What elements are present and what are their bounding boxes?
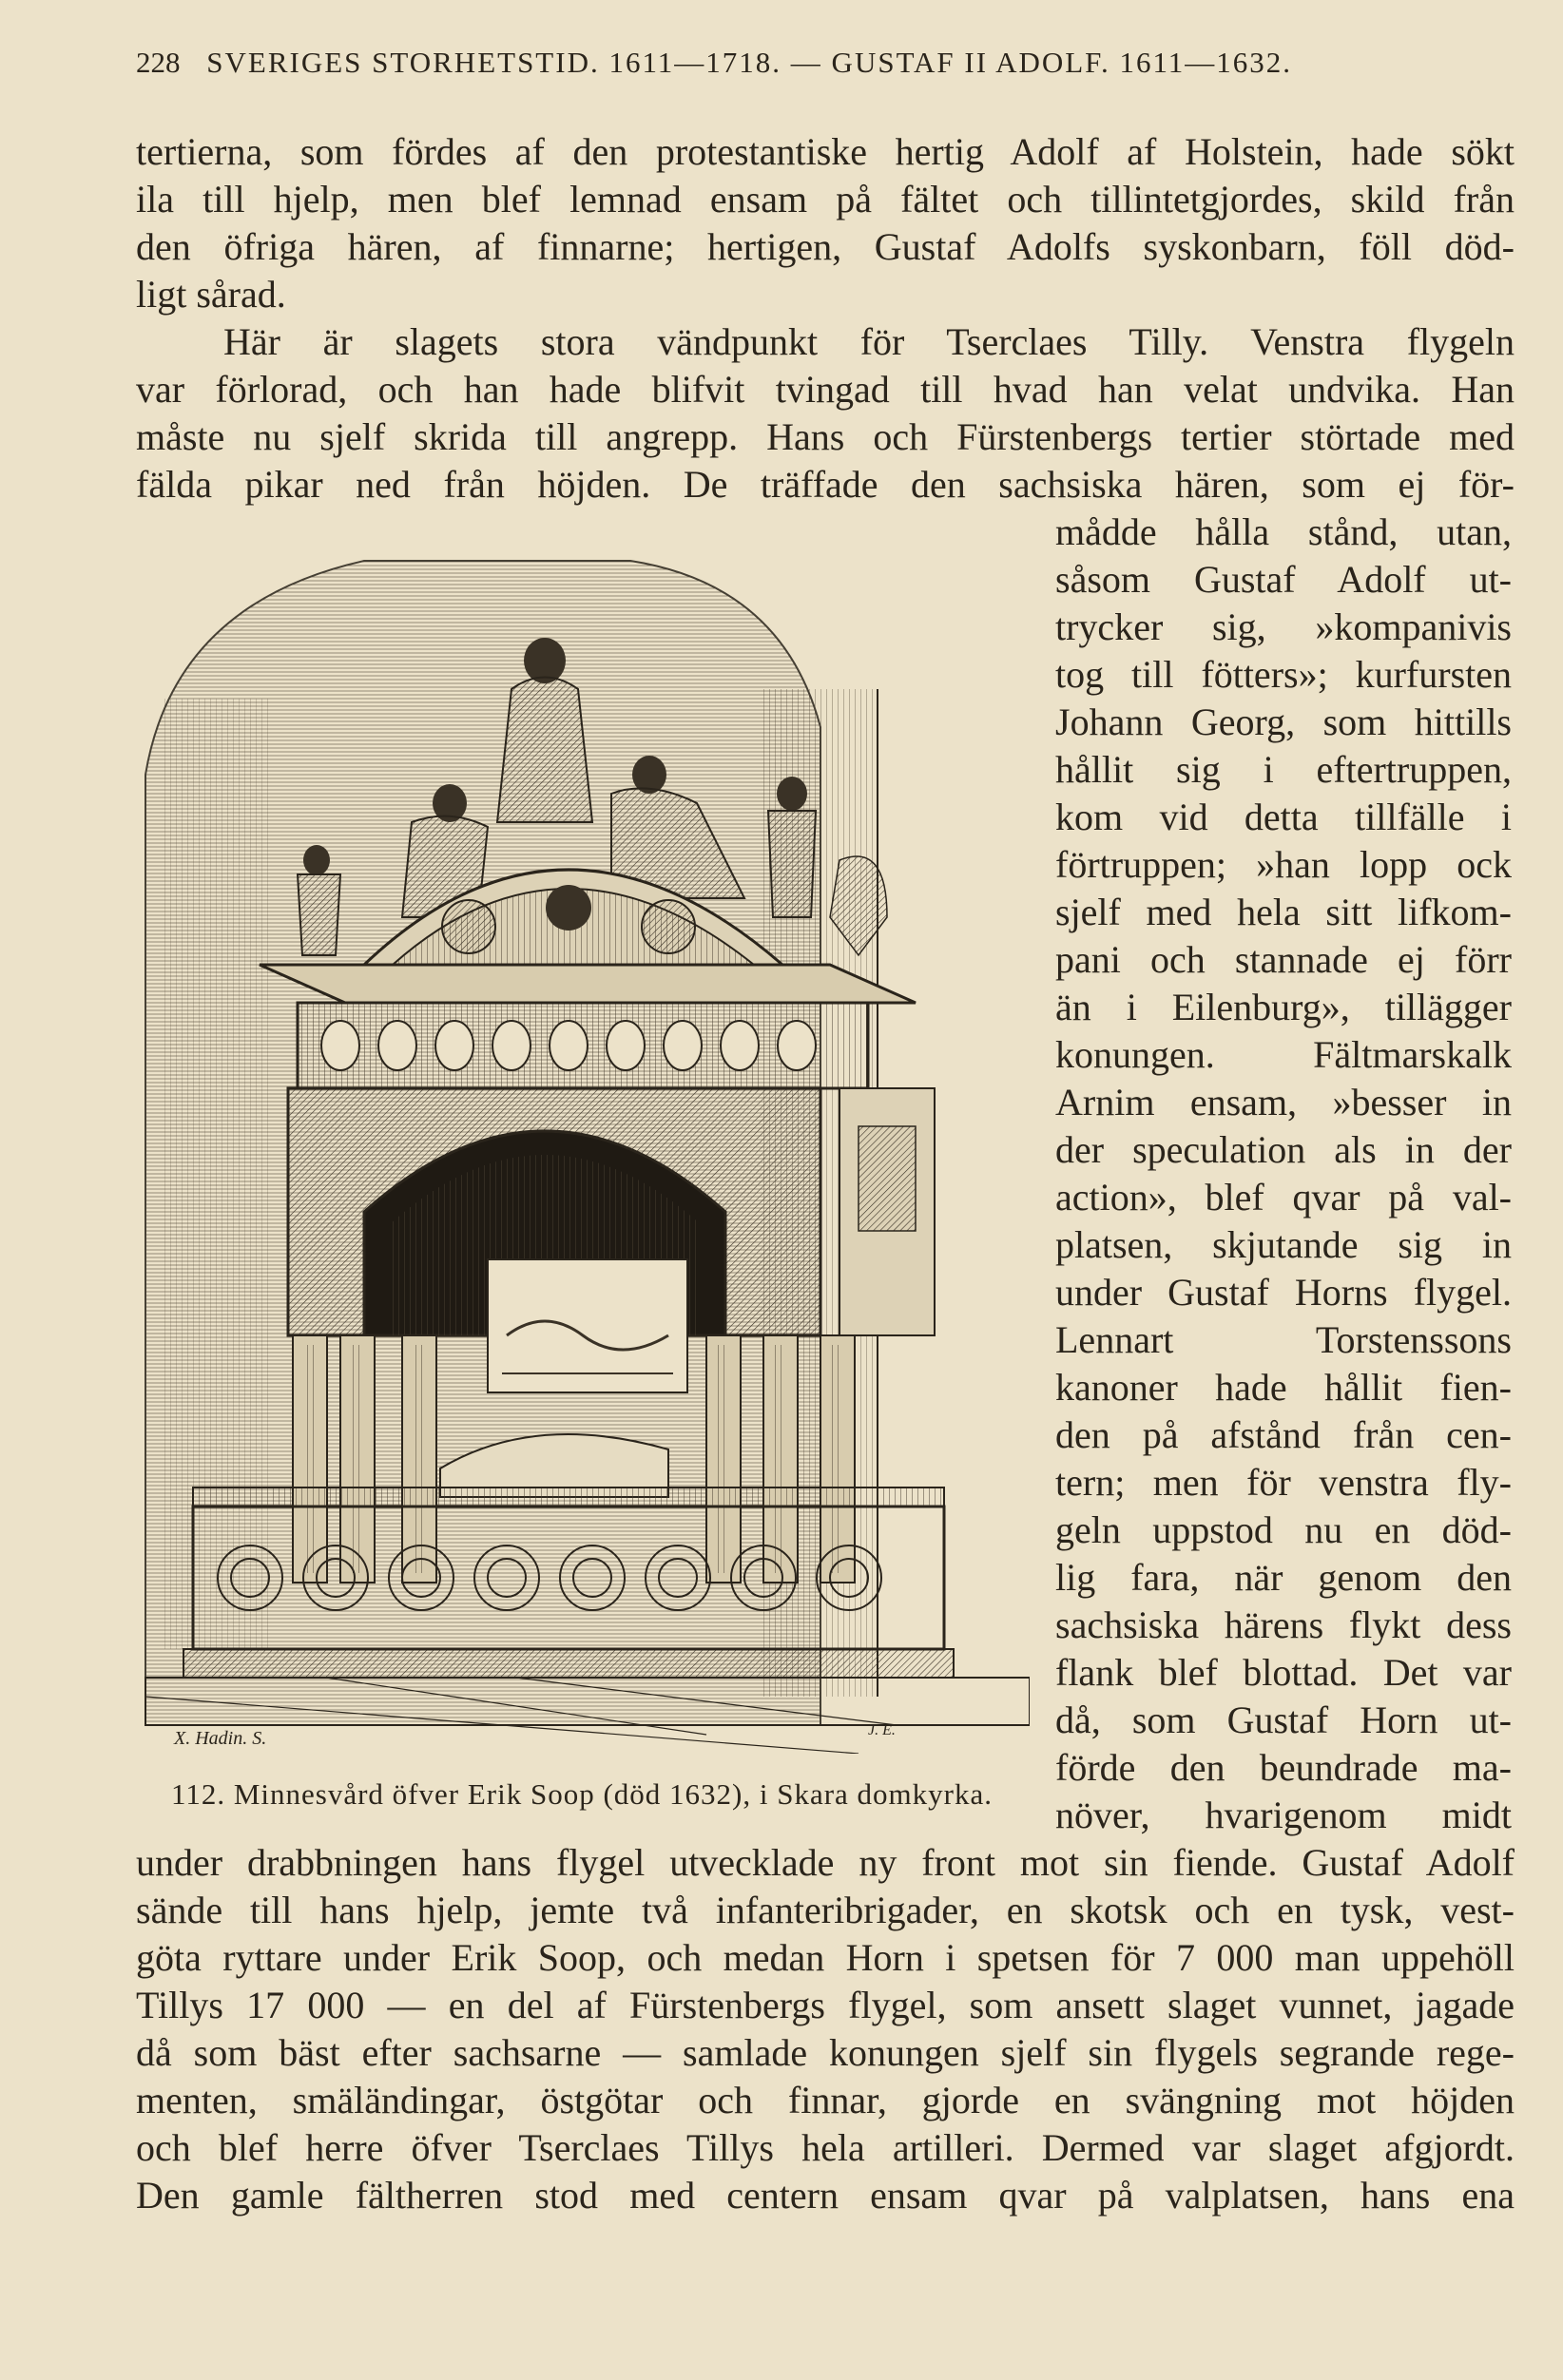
side-line: förtruppen; »han lopp ock (1055, 843, 1512, 886)
side-line: Johann Georg, som hittills (1055, 701, 1512, 743)
body-line: måste nu sjelf skrida till angrepp. Hans och Fürstenbergs tertier störtade med (136, 415, 1515, 458)
page-number: 228 (136, 46, 181, 79)
running-title: SVERIGES STORHETSTID. 1611—1718. — GUSTAF II ADOLF. 1611—1632. (206, 46, 1293, 79)
body-line: under drabbningen hans flygel utvecklade ny front mot sin fiende. Gustaf Adolf (136, 1841, 1515, 1884)
figure-caption: 112. Minnesvård öfver Erik Soop (död 1632), i Skara domkyrka. (171, 1777, 993, 1811)
side-line: kom vid detta tillfälle i (1055, 796, 1512, 838)
side-line: platsen, skjutande sig in (1055, 1223, 1512, 1266)
side-line: flank blef blottad. Det var (1055, 1651, 1512, 1694)
side-line: under Gustaf Horns flygel. (1055, 1271, 1512, 1314)
body-line: göta ryttare under Erik Soop, och medan Horn i spetsen för 7 000 man uppehöll (136, 1936, 1515, 1979)
engraver-signature-left: X. Hadin. S. (174, 1728, 267, 1749)
body-line: sände till hans hjelp, jemte två infanteribrigader, en skotsk och en tysk, vest- (136, 1889, 1515, 1931)
monument-engraving (136, 556, 1030, 1754)
side-line: tog till fötters»; kurfursten (1055, 653, 1512, 696)
body-line: Den gamle fältherren stod med centern ensam qvar på valplatsen, hans ena (136, 2174, 1515, 2217)
side-line: tern; men för venstra fly- (1055, 1461, 1512, 1504)
side-line: förde den beundrade ma- (1055, 1746, 1512, 1789)
side-line: pani och stannade ej förr (1055, 938, 1512, 981)
side-line: sachsiska härens flykt dess (1055, 1603, 1512, 1646)
body-line: och blef herre öfver Tserclaes Tillys hela artilleri. Dermed var slaget afgjordt. (136, 2126, 1515, 2169)
side-line: såsom Gustaf Adolf ut- (1055, 558, 1512, 601)
side-line: Lennart Torstenssons (1055, 1318, 1512, 1361)
side-line: än i Eilenburg», tillägger (1055, 986, 1512, 1028)
side-line: mådde hålla stånd, utan, (1055, 510, 1512, 553)
side-line: action», blef qvar på val- (1055, 1176, 1512, 1219)
side-line: növer, hvarigenom midt (1055, 1794, 1512, 1836)
body-line: Här är slagets stora vändpunkt för Tserclaes Tilly. Venstra flygeln (223, 320, 1515, 363)
side-line: hållit sig i eftertruppen, (1055, 748, 1512, 791)
body-line: då som bäst efter sachsarne — samlade konungen sjelf sin flygels segrande rege- (136, 2031, 1515, 2074)
side-line: trycker sig, »kompanivis (1055, 605, 1512, 648)
body-line: menten, smäländingar, östgötar och finnar, gjorde en svängning mot höjden (136, 2079, 1515, 2121)
side-line: den på afstånd från cen- (1055, 1413, 1512, 1456)
side-line: kanoner hade hållit fien- (1055, 1366, 1512, 1409)
body-line: fälda pikar ned från höjden. De träffade den sachsiska hären, som ej för- (136, 463, 1515, 506)
body-line: ila till hjelp, men blef lemnad ensam på fältet och tillintetgjordes, skild från (136, 178, 1515, 221)
side-line: då, som Gustaf Horn ut- (1055, 1699, 1512, 1741)
side-line: lig fara, när genom den (1055, 1556, 1512, 1599)
body-line: var förlorad, och han hade blifvit tvingad till hvad han velat undvika. Han (136, 368, 1515, 411)
body-line: den öfriga hären, af finnarne; hertigen, Gustaf Adolfs syskonbarn, föll död- (136, 225, 1515, 268)
side-line: konungen. Fältmarskalk (1055, 1033, 1512, 1076)
side-line: Arnim ensam, »besser in (1055, 1081, 1512, 1123)
body-line: Tillys 17 000 — en del af Fürstenbergs flygel, som ansett slaget vunnet, jagade (136, 1984, 1515, 2026)
body-line: ligt sårad. (136, 273, 286, 316)
side-line: sjelf med hela sitt lifkom- (1055, 891, 1512, 933)
engraver-signature-right: J. E. (868, 1722, 896, 1738)
running-head (136, 46, 1515, 80)
side-line: geln uppstod nu en död- (1055, 1508, 1512, 1551)
side-line: der speculation als in der (1055, 1128, 1512, 1171)
body-line: tertierna, som fördes af den protestantiske hertig Adolf af Holstein, hade sökt (136, 130, 1515, 173)
